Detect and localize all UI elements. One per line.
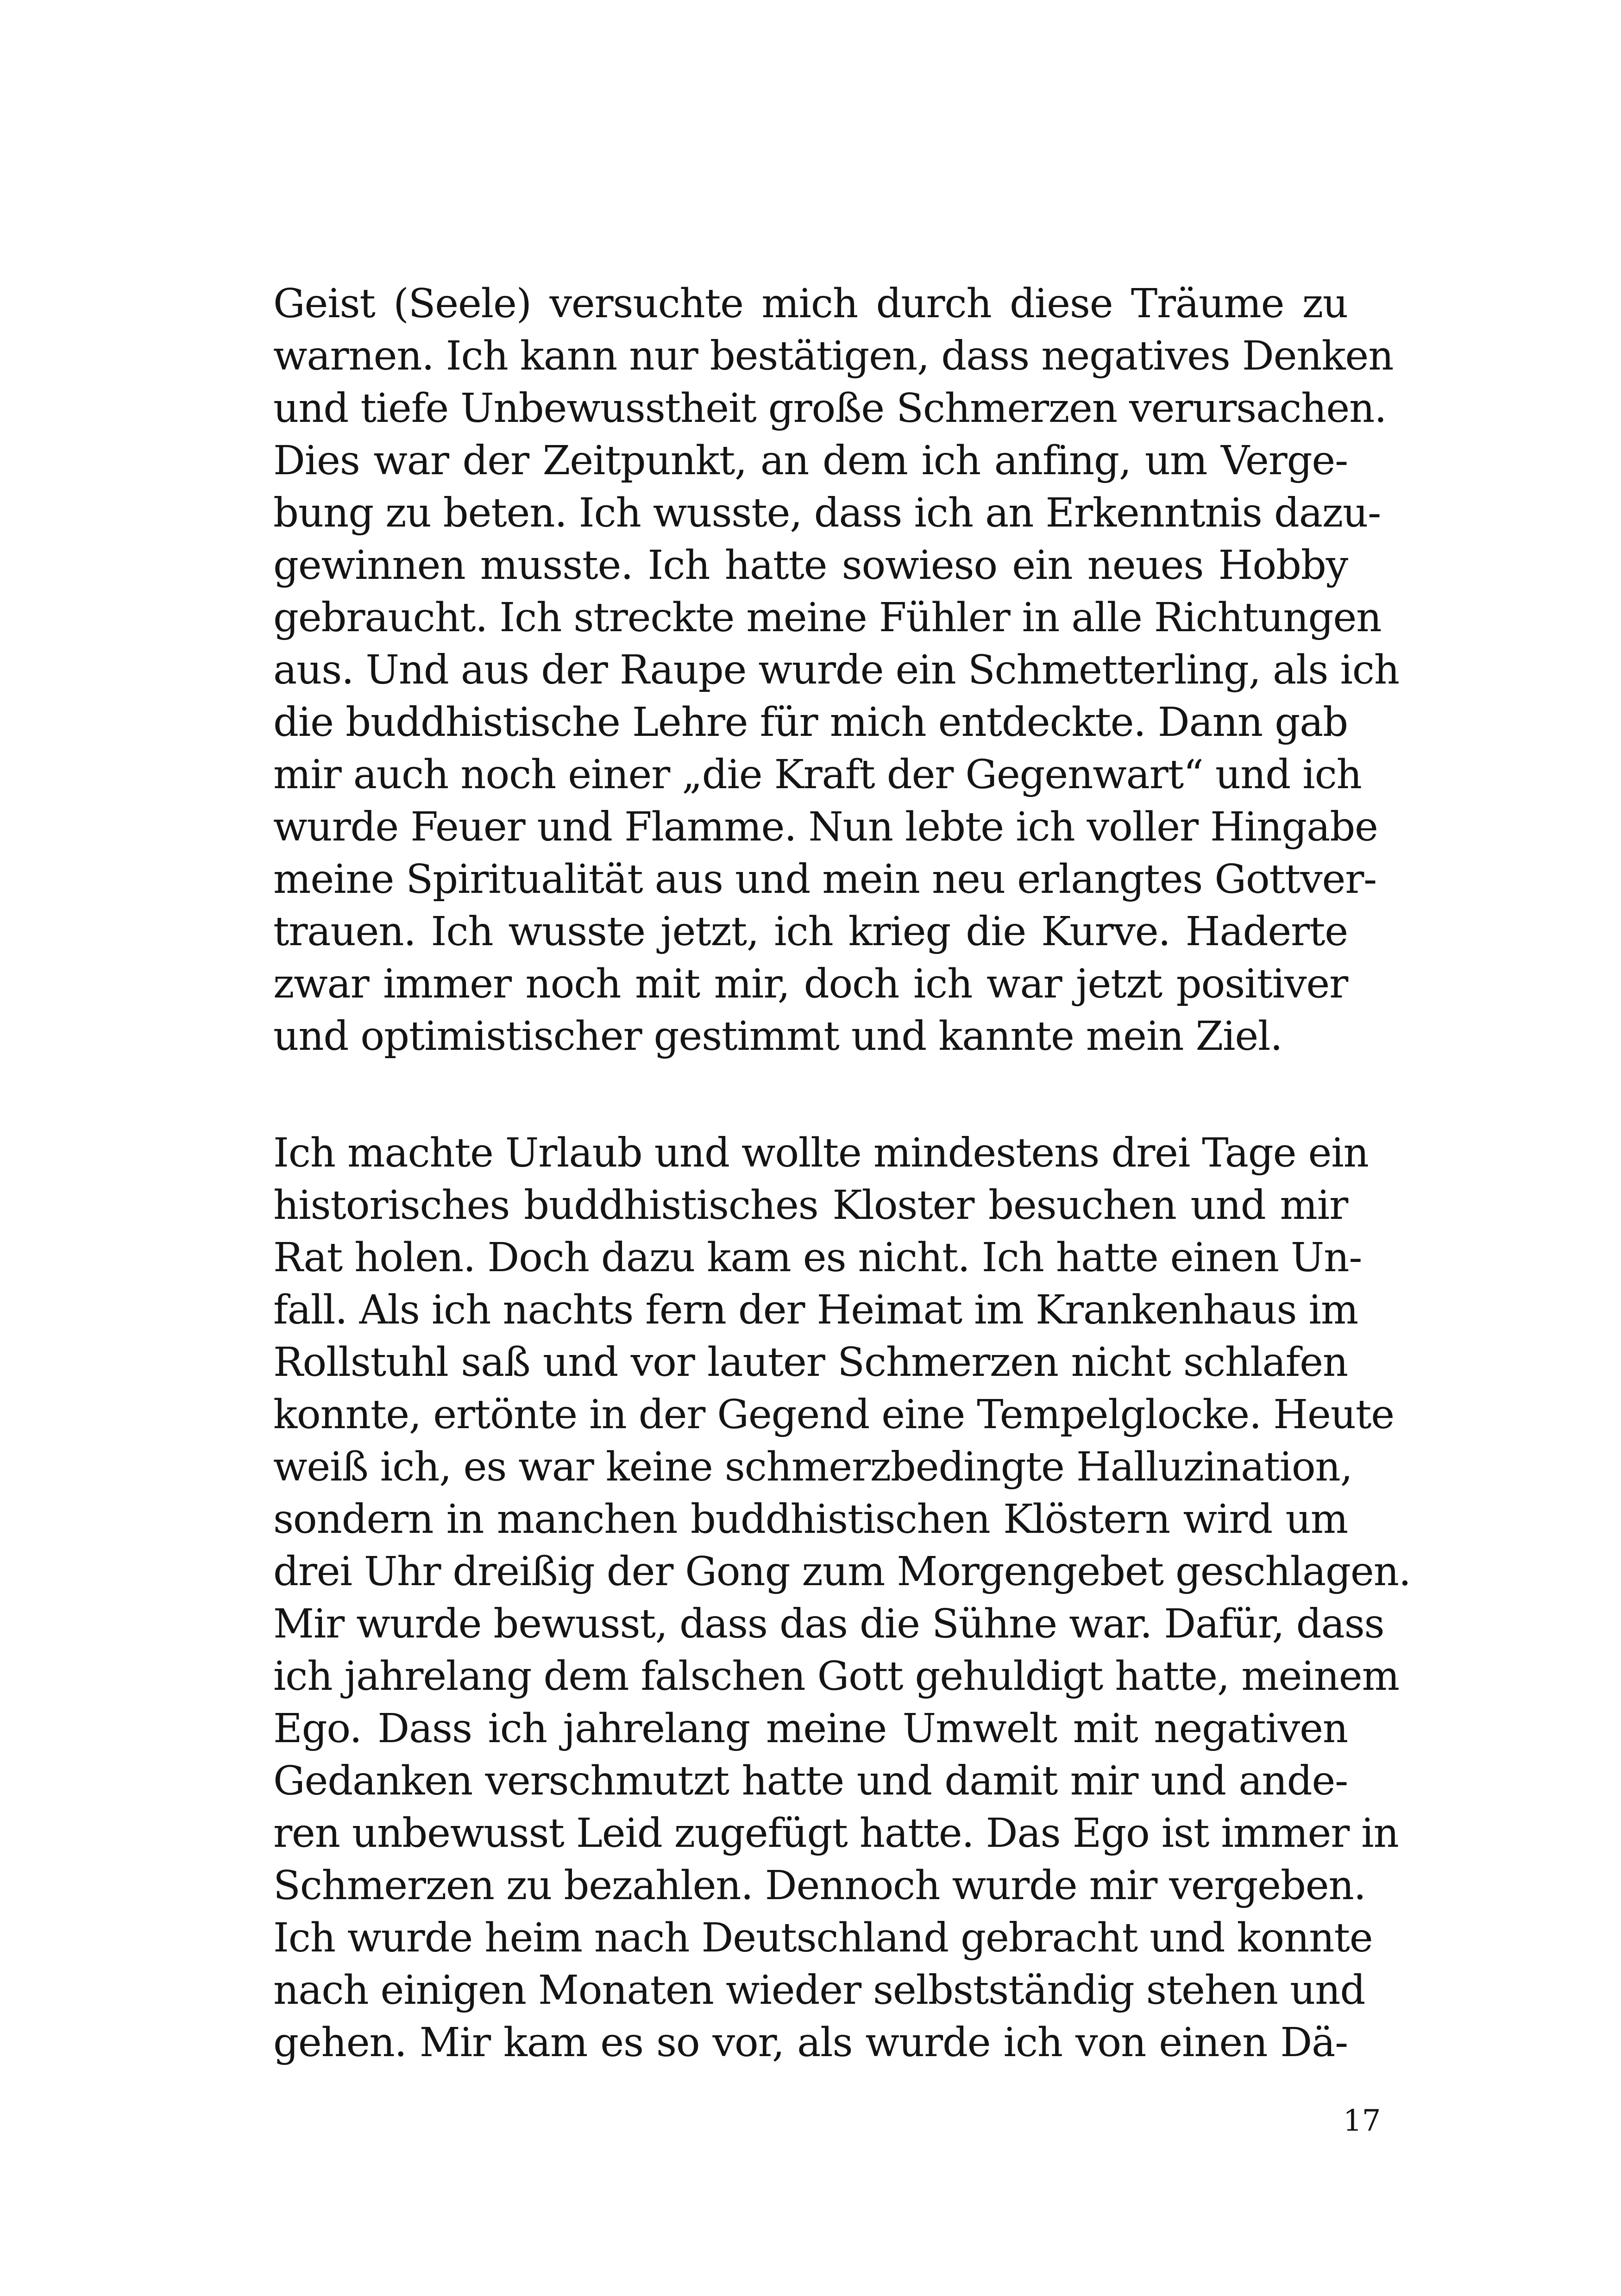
- text-line: Schmerzen zu bezahlen. Dennoch wurde mir vergeben.: [273, 1863, 1366, 1909]
- text-line: ich jahrelang dem falschen Gott gehuldigt hatte, meinem: [273, 1653, 1399, 1700]
- text-line: mir auch noch einer „die Kraft der Gegenwart“ und ich: [273, 752, 1362, 798]
- text-line: wurde Feuer und Flamme. Nun lebte ich voller Hingabe: [273, 804, 1378, 850]
- text-line: historisches buddhistisches Kloster besuchen und mir: [273, 1182, 1348, 1229]
- paragraph-1: [273, 278, 1399, 1063]
- text-line: trauen. Ich wusste jetzt, ich krieg die Kurve. Haderte: [273, 909, 1348, 955]
- text-line: Rat holen. Doch dazu kam es nicht. Ich hatte einen Un-: [273, 1235, 1362, 1281]
- text-line: aus. Und aus der Raupe wurde ein Schmetterling, als ich: [273, 647, 1399, 693]
- text-line: meine Spiritualität aus und mein neu erlangtes Gottver-: [273, 856, 1376, 903]
- text-line: Rollstuhl saß und vor lauter Schmerzen nicht schlafen: [273, 1339, 1348, 1386]
- text-line: Ich machte Urlaub und wollte mindestens drei Tage ein: [273, 1130, 1369, 1176]
- paragraph-2: [273, 1127, 1411, 2069]
- text-line: zwar immer noch mit mir, doch ich war jetzt positiver: [273, 961, 1348, 1007]
- text-line: ren unbewusst Leid zugefügt hatte. Das Ego ist immer in: [273, 1810, 1399, 1857]
- text-line: gewinnen musste. Ich hatte sowieso ein neues Hobby: [273, 542, 1348, 589]
- text-line: Geist (Seele) versuchte mich durch diese Träume zu: [273, 281, 1348, 327]
- text-line: Gedanken verschmutzt hatte und damit mir und ande-: [273, 1758, 1348, 1804]
- text-line: gebraucht. Ich streckte meine Fühler in alle Richtungen: [273, 595, 1382, 641]
- text-line: Mir wurde bewusst, dass das die Sühne war. Dafür, dass: [273, 1601, 1384, 1647]
- text-line: die buddhistische Lehre für mich entdeckte. Dann gab: [273, 699, 1348, 746]
- text-line: warnen. Ich kann nur bestätigen, dass negatives Denken: [273, 333, 1394, 379]
- text-line: nach einigen Monaten wieder selbstständig stehen und: [273, 1967, 1365, 2014]
- text-line: Dies war der Zeitpunkt, an dem ich anfing, um Verge-: [273, 438, 1348, 484]
- text-line: weiß ich, es war keine schmerzbedingte Halluzination,: [273, 1444, 1352, 1490]
- text-line: bung zu beten. Ich wusste, dass ich an Erkenntnis dazu-: [273, 490, 1381, 536]
- text-line: Ich wurde heim nach Deutschland gebracht und konnte: [273, 1915, 1373, 1961]
- text-line: gehen. Mir kam es so vor, als wurde ich von einen Dä-: [273, 2020, 1348, 2066]
- text-line: und optimistischer gestimmt und kannte mein Ziel.: [273, 1013, 1282, 1060]
- text-line: drei Uhr dreißig der Gong zum Morgengebet geschlagen.: [273, 1549, 1411, 1595]
- text-line: konnte, ertönte in der Gegend eine Tempelglocke. Heute: [273, 1392, 1394, 1438]
- body-text: [273, 278, 1411, 2069]
- text-line: Ego. Dass ich jahrelang meine Umwelt mit negativen: [273, 1706, 1348, 1752]
- text-line: fall. Als ich nachts fern der Heimat im Krankenhaus im: [273, 1287, 1358, 1333]
- text-line: sondern in manchen buddhistischen Klöstern wird um: [273, 1496, 1348, 1543]
- paragraph-spacer: [273, 1063, 1348, 1127]
- page-number: 17: [1343, 2104, 1381, 2138]
- text-line: und tiefe Unbewusstheit große Schmerzen verursachen.: [273, 385, 1387, 432]
